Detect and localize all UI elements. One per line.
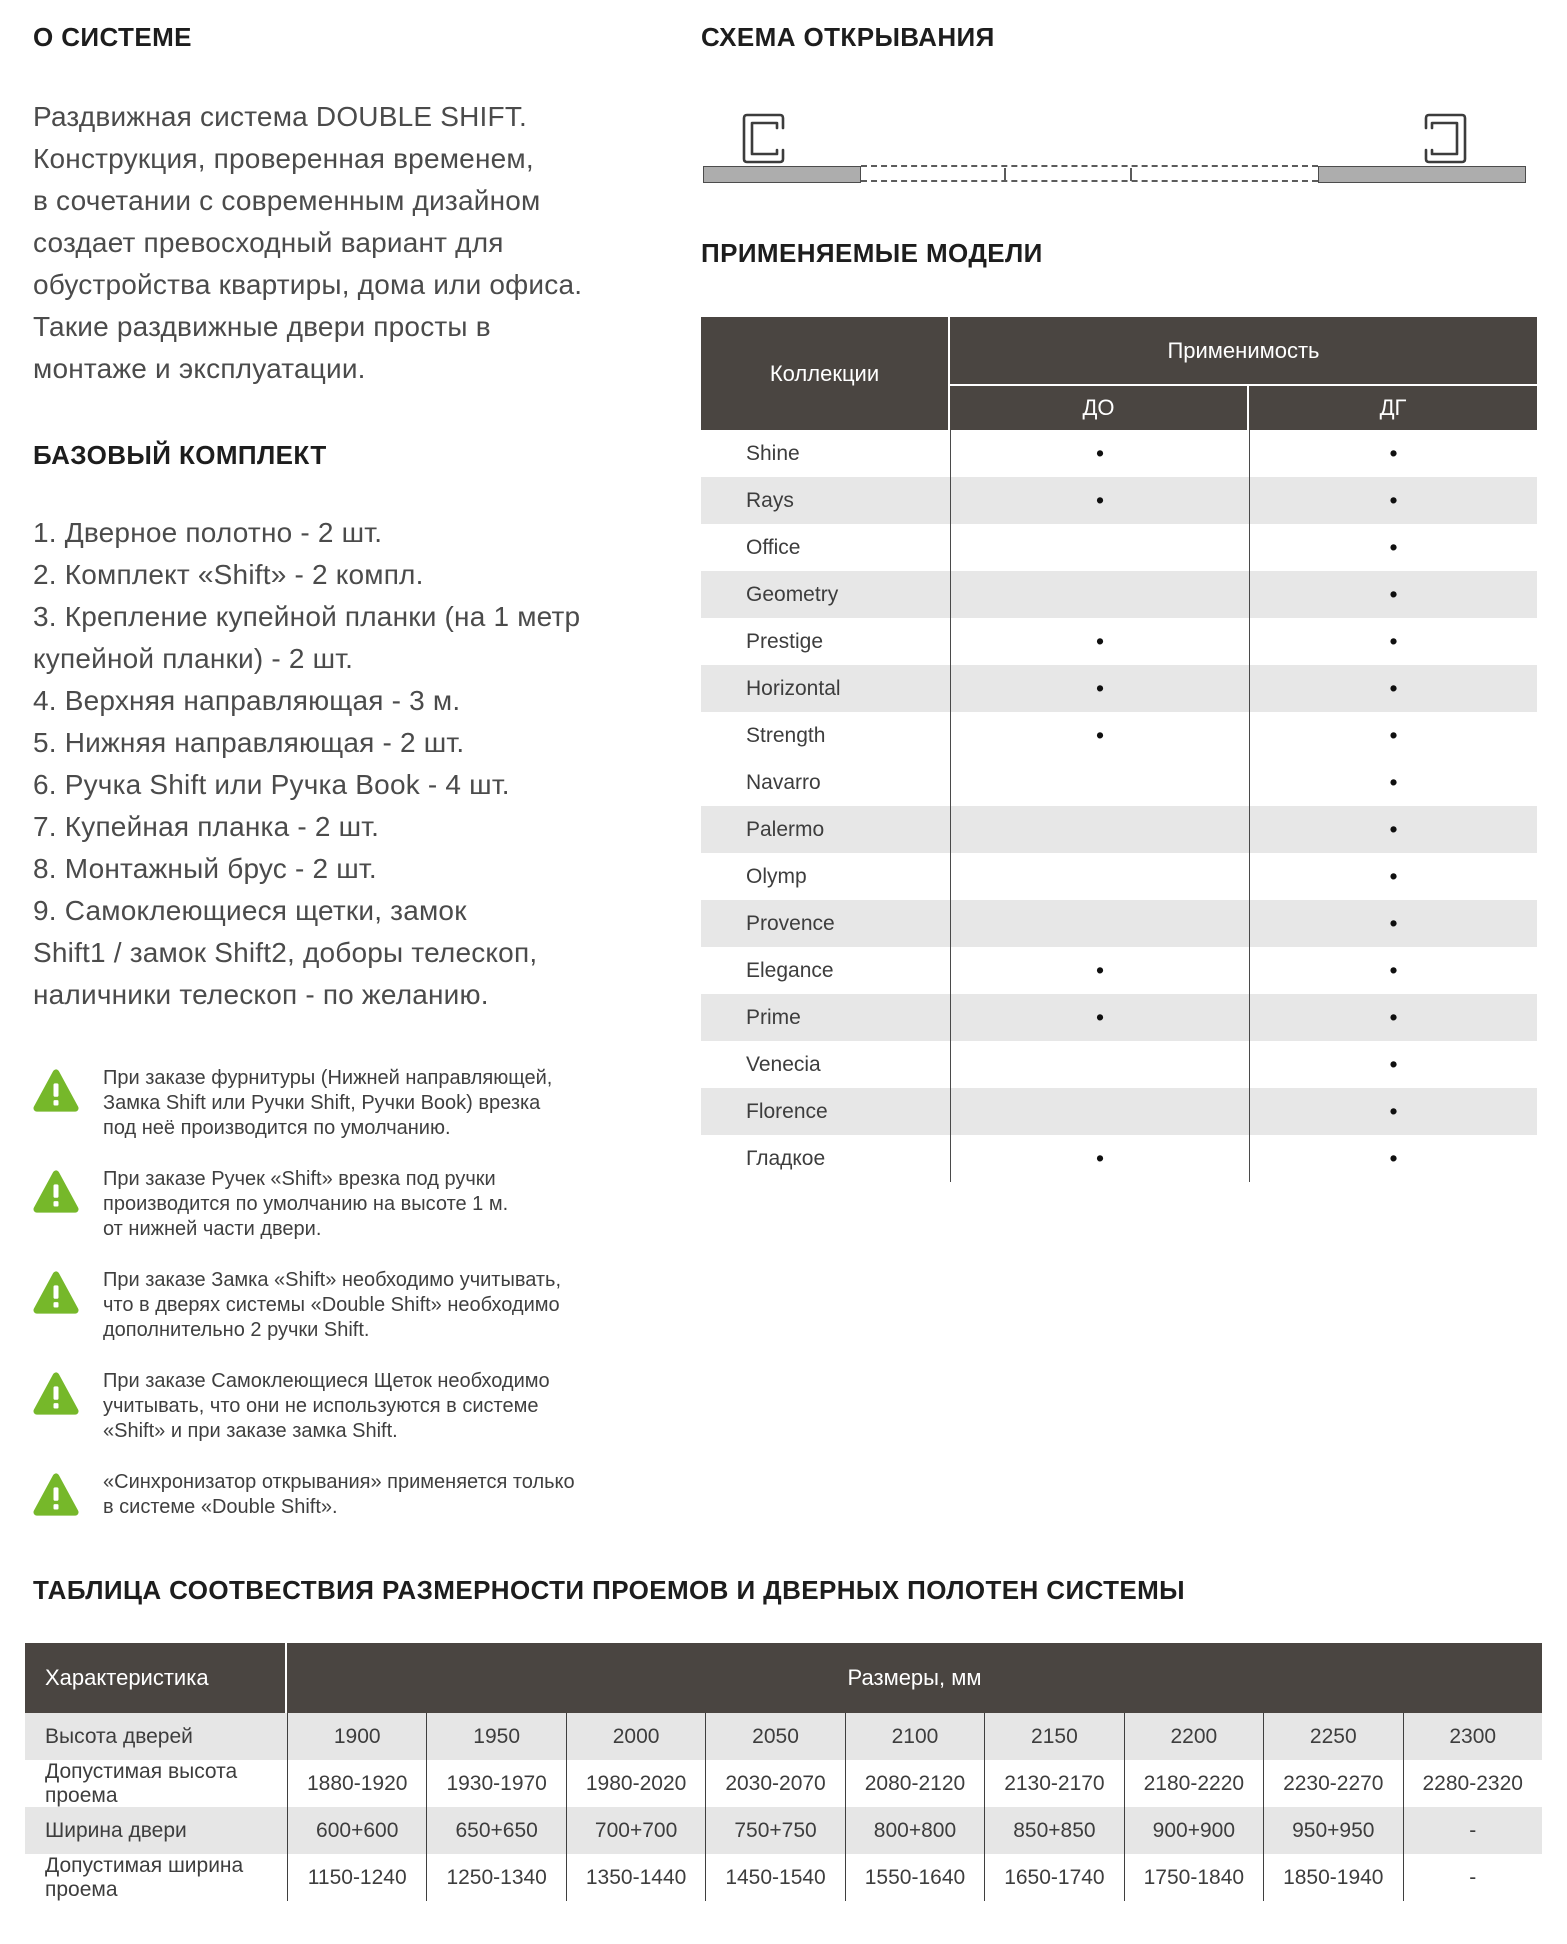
do-bullet-cell <box>950 524 1249 571</box>
dg-bullet-cell: • <box>1249 900 1537 947</box>
do-bullet-cell <box>950 806 1249 853</box>
door-panel-bar-left <box>703 166 861 183</box>
dimensions-column-header: Размеры, мм <box>287 1643 1542 1713</box>
value-cell: 2100 <box>845 1713 984 1760</box>
value-cell: 1350-1440 <box>566 1854 705 1901</box>
sizes-section-title: ТАБЛИЦА СООТВЕСТВИЯ РАЗМЕРНОСТИ ПРОЕМОВ И ДВЕРНЫХ ПОЛОТЕН СИСТЕМЫ <box>33 1575 1186 1605</box>
warning-item <box>33 1167 578 1242</box>
do-bullet-cell <box>950 571 1249 618</box>
do-bullet-cell: • <box>950 618 1249 665</box>
sizes-table <box>25 1643 1542 1901</box>
warning-text-line: «Shift» и при заказе замка Shift. <box>103 1420 398 1442</box>
warning-text-line: производится по умолчанию на высоте 1 м. <box>103 1193 509 1215</box>
table-row <box>25 1807 1542 1854</box>
dg-bullet-cell: • <box>1249 477 1537 524</box>
warnings-list <box>33 1066 578 1550</box>
row-label-cell: Высота дверей <box>45 1724 193 1748</box>
table-row <box>701 759 1537 806</box>
dg-bullet-cell: • <box>1249 665 1537 712</box>
do-column-header: ДО <box>950 386 1249 430</box>
collections-column-header: Коллекции <box>701 317 950 430</box>
value-cell: 750+750 <box>705 1807 844 1854</box>
do-bullet-cell <box>950 853 1249 900</box>
models-table-header <box>701 317 1537 430</box>
value-cell: 2030-2070 <box>705 1760 844 1807</box>
value-cell: 1450-1540 <box>705 1854 844 1901</box>
collection-name-cell: Horizontal <box>746 676 841 700</box>
table-row <box>701 571 1537 618</box>
value-cell: 600+600 <box>287 1807 426 1854</box>
warning-text-line: что в дверях системы «Double Shift» необходимо <box>103 1294 560 1316</box>
warning-text <box>103 1268 561 1343</box>
warning-text-line: под неё производится по умолчанию. <box>103 1117 451 1139</box>
door-travel-dashed-line-bottom <box>861 180 1318 182</box>
warning-triangle-icon <box>33 1369 103 1444</box>
door-jamb-profile-icon <box>739 110 787 167</box>
value-cell: 800+800 <box>845 1807 984 1854</box>
about-section-title: О СИСТЕМЕ <box>33 22 192 52</box>
kit-section-title: БАЗОВЫЙ КОМПЛЕКТ <box>33 440 327 470</box>
value-cell: 2050 <box>705 1713 844 1760</box>
table-row <box>701 618 1537 665</box>
warning-text-line: дополнительно 2 ручки Shift. <box>103 1319 370 1341</box>
collection-name-cell: Rays <box>746 488 794 512</box>
dg-bullet-cell: • <box>1249 618 1537 665</box>
value-cell: 650+650 <box>426 1807 565 1854</box>
table-row <box>701 900 1537 947</box>
dg-bullet-cell: • <box>1249 853 1537 900</box>
do-bullet-cell <box>950 900 1249 947</box>
value-cell: 2230-2270 <box>1263 1760 1402 1807</box>
table-row <box>701 806 1537 853</box>
value-cell: - <box>1403 1854 1542 1901</box>
collection-name-cell: Venecia <box>746 1052 821 1076</box>
warning-text-line: учитывать, что они не используются в системе <box>103 1395 539 1417</box>
row-label-cell: Ширина двери <box>45 1818 187 1842</box>
collection-name-cell: Office <box>746 535 801 559</box>
warning-text <box>103 1470 575 1524</box>
table-row <box>701 1088 1537 1135</box>
value-cell: 1550-1640 <box>845 1854 984 1901</box>
table-row <box>25 1854 1542 1901</box>
warning-triangle-icon <box>33 1470 103 1524</box>
collection-name-cell: Provence <box>746 911 835 935</box>
value-cell: 1150-1240 <box>287 1854 426 1901</box>
do-bullet-cell <box>950 759 1249 806</box>
do-bullet-cell <box>950 1041 1249 1088</box>
center-tick-mark <box>1130 168 1132 181</box>
warning-text-line: «Синхронизатор открывания» применяется только <box>103 1471 575 1493</box>
door-jamb-profile-icon <box>1422 110 1470 167</box>
row-label-cell: Допустимая ширина проема <box>45 1853 244 1901</box>
warning-triangle-icon <box>33 1066 103 1141</box>
value-cell: 1650-1740 <box>984 1854 1123 1901</box>
value-cell: 1880-1920 <box>287 1760 426 1807</box>
warning-triangle-icon <box>33 1268 103 1343</box>
collection-name-cell: Prestige <box>746 629 824 653</box>
center-tick-mark <box>1004 168 1006 181</box>
warning-text-line: При заказе фурнитуры (Нижней направляющей, <box>103 1067 553 1089</box>
collection-name-cell: Elegance <box>746 958 834 982</box>
collection-name-cell: Geometry <box>746 582 839 606</box>
table-row <box>701 524 1537 571</box>
dg-column-header: ДГ <box>1249 386 1537 430</box>
dg-bullet-cell: • <box>1249 1041 1537 1088</box>
collection-name-cell: Shine <box>746 441 800 465</box>
value-cell: 2250 <box>1263 1713 1402 1760</box>
do-bullet-cell <box>950 1088 1249 1135</box>
value-cell: 2080-2120 <box>845 1760 984 1807</box>
about-text-line: Раздвижная система DOUBLE SHIFT. <box>33 101 527 132</box>
about-text-line: создает превосходный вариант для <box>33 227 504 258</box>
value-cell: 1750-1840 <box>1124 1854 1263 1901</box>
value-cell: 2180-2220 <box>1124 1760 1263 1807</box>
warning-item <box>33 1369 578 1444</box>
value-cell: 700+700 <box>566 1807 705 1854</box>
warning-text-line: При заказе Замка «Shift» необходимо учитывать, <box>103 1269 562 1291</box>
dg-bullet-cell: • <box>1249 571 1537 618</box>
table-row <box>25 1760 1542 1807</box>
kit-list-line: 3. Крепление купейной планки (на 1 метр <box>33 601 581 632</box>
collection-name-cell: Navarro <box>746 770 821 794</box>
kit-list-line: Shift1 / замок Shift2, доборы телескоп, <box>33 937 538 968</box>
collection-name-cell: Florence <box>746 1099 828 1123</box>
do-bullet-cell: • <box>950 665 1249 712</box>
dg-bullet-cell: • <box>1249 524 1537 571</box>
door-panel-bar-right <box>1318 166 1526 183</box>
warning-text-line: При заказе Самоклеющиеся Щеток необходимо <box>103 1370 550 1392</box>
do-bullet-cell: • <box>950 1135 1249 1182</box>
models-section-title: ПРИМЕНЯЕМЫЕ МОДЕЛИ <box>701 238 1043 268</box>
dg-bullet-cell: • <box>1249 947 1537 994</box>
dg-bullet-cell: • <box>1249 1135 1537 1182</box>
scheme-section-title: СХЕМА ОТКРЫВАНИЯ <box>701 22 995 52</box>
characteristic-column-header: Характеристика <box>25 1643 287 1713</box>
table-row <box>701 1135 1537 1182</box>
dg-bullet-cell: • <box>1249 430 1537 477</box>
door-travel-dashed-line-top <box>861 165 1318 167</box>
dg-bullet-cell: • <box>1249 759 1537 806</box>
value-cell: - <box>1403 1807 1542 1854</box>
value-cell: 1900 <box>287 1713 426 1760</box>
warning-item <box>33 1470 578 1524</box>
value-cell: 1850-1940 <box>1263 1854 1402 1901</box>
sizes-table-header <box>25 1643 1542 1713</box>
kit-list-line: 1. Дверное полотно - 2 шт. <box>33 517 383 548</box>
collection-name-cell: Palermo <box>746 817 825 841</box>
row-label-cell: Допустимая высота проема <box>45 1759 238 1807</box>
value-cell: 950+950 <box>1263 1807 1402 1854</box>
warning-item <box>33 1066 578 1141</box>
dg-bullet-cell: • <box>1249 994 1537 1041</box>
table-row <box>25 1713 1542 1760</box>
about-text-line: обустройства квартиры, дома или офиса. <box>33 269 583 300</box>
about-text-line: монтаже и эксплуатации. <box>33 353 366 384</box>
warning-text-line: от нижней части двери. <box>103 1218 322 1240</box>
value-cell: 1250-1340 <box>426 1854 565 1901</box>
collection-name-cell: Prime <box>746 1005 801 1029</box>
warning-item <box>33 1268 578 1343</box>
kit-list-line: 5. Нижняя направляющая - 2 шт. <box>33 727 465 758</box>
warning-text <box>103 1369 550 1444</box>
dg-bullet-cell: • <box>1249 712 1537 759</box>
table-row <box>701 947 1537 994</box>
value-cell: 1950 <box>426 1713 565 1760</box>
kit-list-line: 6. Ручка Shift или Ручка Book - 4 шт. <box>33 769 510 800</box>
warning-text-line: При заказе Ручек «Shift» врезка под ручки <box>103 1168 496 1190</box>
value-cell: 2280-2320 <box>1403 1760 1542 1807</box>
about-text-line: Такие раздвижные двери просты в <box>33 311 491 342</box>
kit-list <box>33 512 580 1016</box>
kit-list-line: 4. Верхняя направляющая - 3 м. <box>33 685 461 716</box>
table-row <box>701 665 1537 712</box>
about-paragraph <box>33 96 582 390</box>
kit-list-line: 2. Комплект «Shift» - 2 компл. <box>33 559 424 590</box>
table-row <box>701 430 1537 477</box>
warning-text <box>103 1066 552 1141</box>
value-cell: 2200 <box>1124 1713 1263 1760</box>
do-bullet-cell: • <box>950 430 1249 477</box>
value-cell: 850+850 <box>984 1807 1123 1854</box>
do-bullet-cell: • <box>950 477 1249 524</box>
do-bullet-cell: • <box>950 947 1249 994</box>
kit-list-line: наличники телескоп - по желанию. <box>33 979 489 1010</box>
value-cell: 2300 <box>1403 1713 1542 1760</box>
applied-models-table <box>701 317 1537 1182</box>
value-cell: 2000 <box>566 1713 705 1760</box>
table-row <box>701 853 1537 900</box>
value-cell: 2130-2170 <box>984 1760 1123 1807</box>
about-text-line: Конструкция, проверенная временем, <box>33 143 534 174</box>
table-row <box>701 712 1537 759</box>
kit-list-line: 7. Купейная планка - 2 шт. <box>33 811 380 842</box>
collection-name-cell: Olymp <box>746 864 807 888</box>
collection-name-cell: Гладкое <box>746 1146 826 1170</box>
kit-list-line: купейной планки) - 2 шт. <box>33 643 354 674</box>
table-row <box>701 1041 1537 1088</box>
dg-bullet-cell: • <box>1249 806 1537 853</box>
do-bullet-cell: • <box>950 712 1249 759</box>
value-cell: 1930-1970 <box>426 1760 565 1807</box>
table-row <box>701 477 1537 524</box>
warning-text <box>103 1167 508 1242</box>
do-bullet-cell: • <box>950 994 1249 1041</box>
table-row <box>701 994 1537 1041</box>
value-cell: 1980-2020 <box>566 1760 705 1807</box>
kit-list-line: 9. Самоклеющиеся щетки, замок <box>33 895 467 926</box>
warning-text-line: в системе «Double Shift». <box>103 1496 338 1518</box>
dg-bullet-cell: • <box>1249 1088 1537 1135</box>
applicability-column-header: Применимость <box>950 317 1537 386</box>
kit-list-line: 8. Монтажный брус - 2 шт. <box>33 853 377 884</box>
about-text-line: в сочетании с современным дизайном <box>33 185 541 216</box>
value-cell: 2150 <box>984 1713 1123 1760</box>
warning-triangle-icon <box>33 1167 103 1242</box>
value-cell: 900+900 <box>1124 1807 1263 1854</box>
collection-name-cell: Strength <box>746 723 826 747</box>
warning-text-line: Замка Shift или Ручки Shift, Ручки Book) врезка <box>103 1092 541 1114</box>
